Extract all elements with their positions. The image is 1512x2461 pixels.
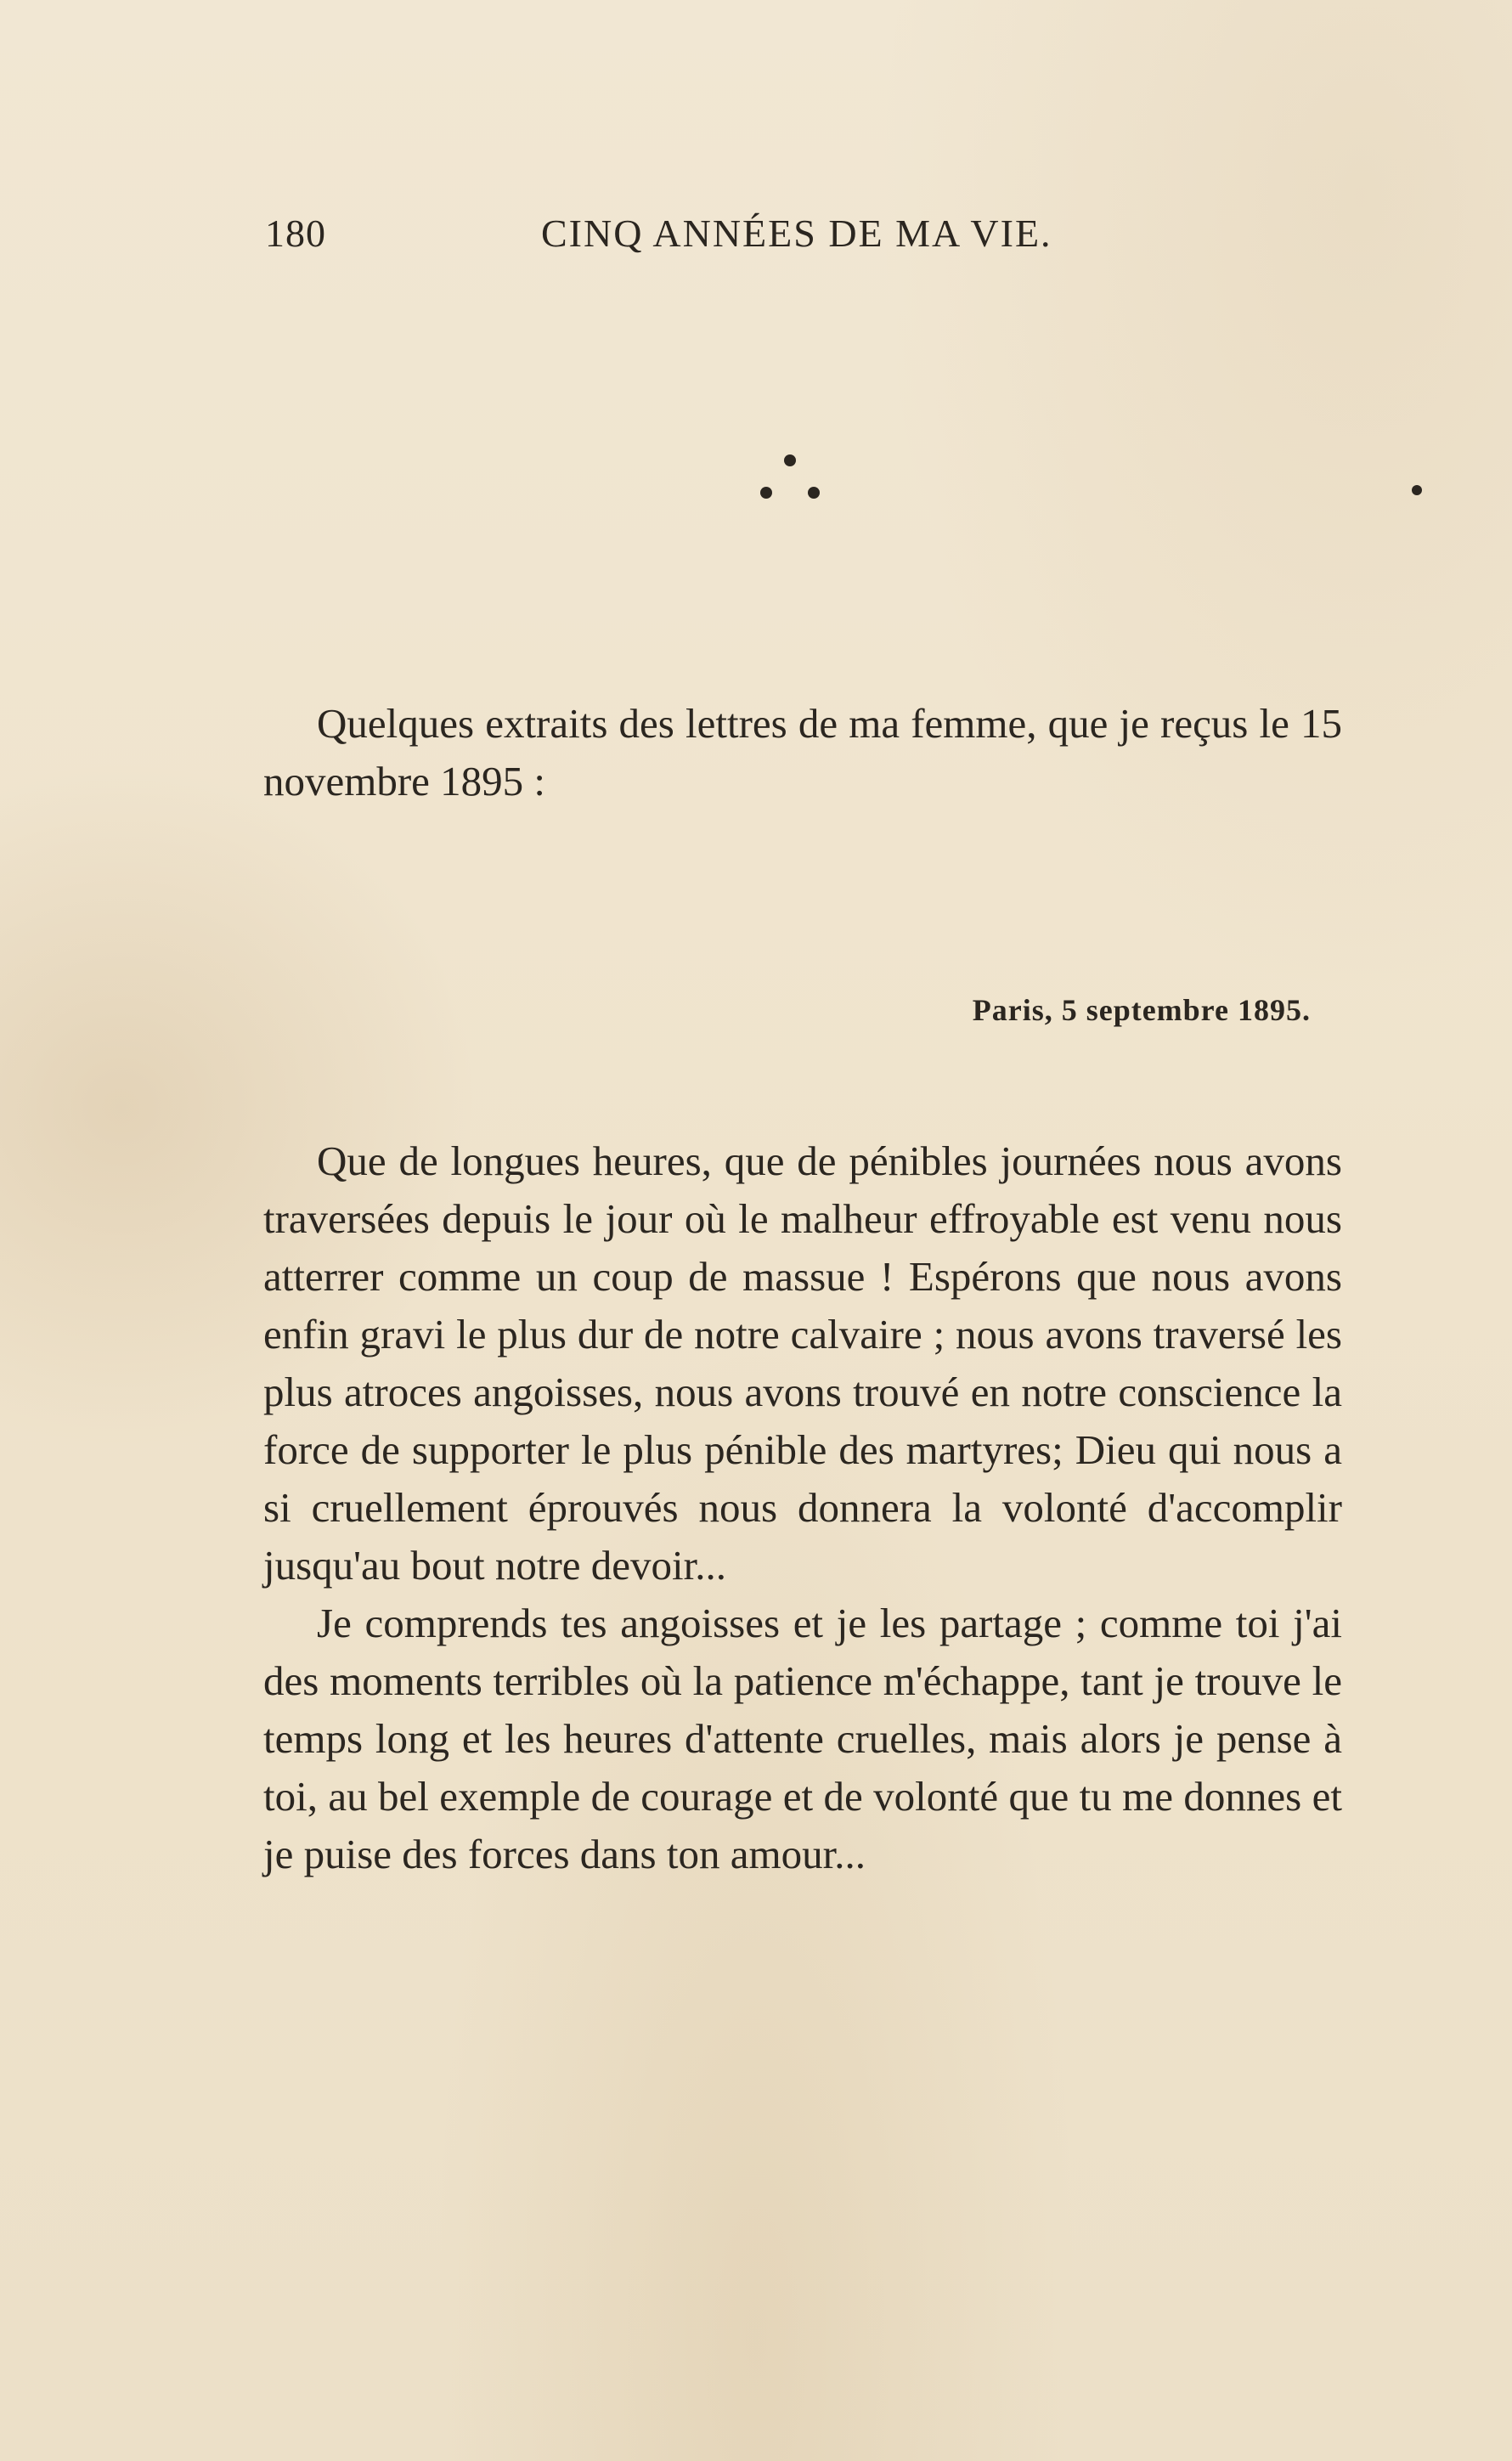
asterism-dot-top xyxy=(784,454,796,466)
asterism-dot-right xyxy=(808,487,820,499)
asterism-dot-left xyxy=(760,487,772,499)
page-header xyxy=(265,211,1063,262)
letter-paragraph: Que de longues heures, que de pénibles journées nous avons traversées depuis le jour où le malheur effroyable est venu nous atterrer comme un coup de massue ! Espérons que nous avons enfin gravi le plus dur de notre calvaire ; nous avons traversé les plus atroces angoisses, nous avons trouvé en notre conscience la force de supporter le plus pénible des martyres; Dieu qui nous a si cruellement éprouvés nous donnera la volonté d'accomplir jusqu'au bout notre devoir... xyxy=(263,1137,1342,1589)
running-title: CINQ ANNÉES DE MA VIE. xyxy=(541,212,1052,255)
letter-dateline: Paris, 5 septembre 1895. xyxy=(972,993,1311,1027)
letter-paragraph: Je comprends tes angoisses et je les partage ; comme toi j'ai des moments terribles où la patience m'échappe, tant je trouve le temps long et les heures d'attente cruelles, mais alors je pense à toi, au bel exemple de courage et de volonté que tu me donnes et je puise des forces dans ton amour... xyxy=(263,1600,1342,1877)
asterism-ornament xyxy=(760,454,820,505)
letter-body xyxy=(263,1132,1342,1883)
intro-paragraph: Quelques extraits des lettres de ma femme, que je reçus le 15 novembre 1895 : xyxy=(263,700,1342,804)
ink-speck xyxy=(1412,485,1422,495)
page-number: 180 xyxy=(265,212,326,255)
